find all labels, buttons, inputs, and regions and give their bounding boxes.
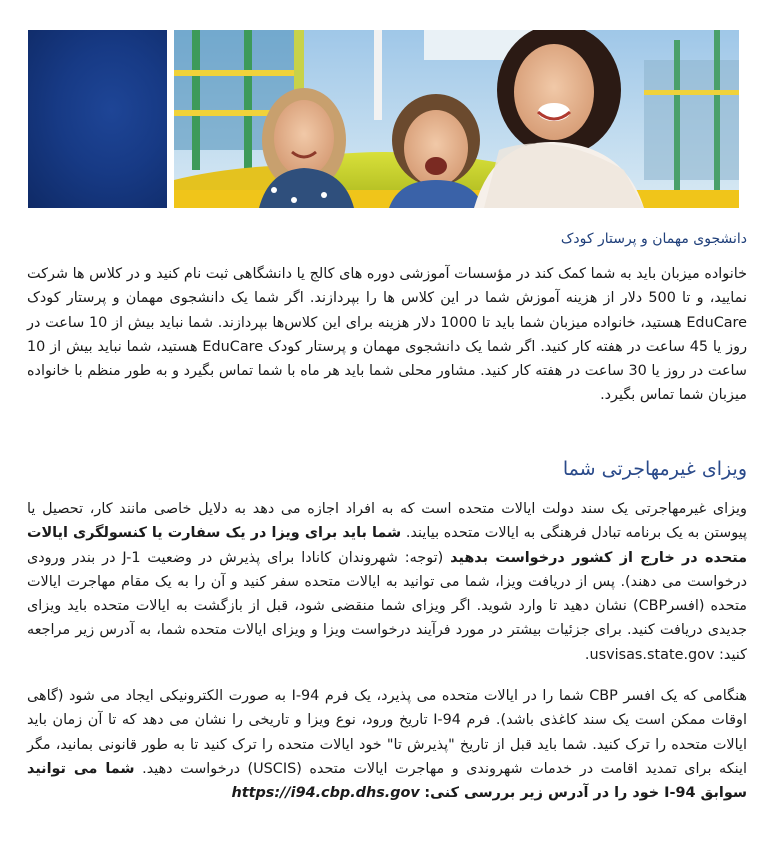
section-caption: دانشجوی مهمان و پرستار کودک <box>560 231 747 247</box>
i94-paragraph-bold: شما می توانید سوابق I-94 خود را در آدرس زیر بررسی کنی: <box>27 760 747 802</box>
visa-paragraph <box>27 497 747 667</box>
i94-paragraph <box>27 684 747 805</box>
intro-paragraph: خانواده میزبان باید به شما کمک کند در مؤسسات آموزشی دوره های کالج یا دانشگاهی ثبت نام کنید و در کلاس ها شرکت نمایید، و تا 500 دلار از هزینه آموزش شما در این کلاس ها را بپردازند. اگر شما یک دانشجوی مهمان و پرستار کودک EduCare هستید، خانواده میزبان شما باید تا 1000 دلار هزینه برای این کلاس‌ها بپردازند. شما نباید بیش از 10 ساعت در روز یا 45 ساعت در هفته کار کنید. اگر شما یک دانشجوی مهمان و پرستار کودک EduCare هستید، شما نباید بیش از 10 ساعت در روز یا 30 ساعت در هفته کار کنید. مشاور محلی شما باید هر ماه با شما تماس بگیرد و به طور منظم با خانواده میزبان شما تماس بگیرد. <box>27 266 748 404</box>
visa-paragraph-text-2: (توجه: شهروندان کانادا برای پذیرش در وضعیت J-1 در بندر ورودی درخواست می دهند). پس از دریافت ویزا، شما می توانید به ایالات متحده سفر کنید و آن را به یک مقام مهاجرت ایالات متحده (افسرCBP) نشان دهید تا وارد شوید. اگر ویزای شما منقضی شود، قبل از بازگشت به ایالات متحده باید ویزای جدیدی دریافت کنید. برای جزئیات بیشتر در مورد فرآیند درخواست ویزا و ویزای ایالات متحده شما، به آدرس زیر مراجعه کنید: usvisas.state.gov. <box>27 549 747 663</box>
section-heading: ویزای غیرمهاجرتی شما <box>562 458 747 480</box>
visa-paragraph-bold: شما باید برای ویزا در یک سفارت یا کنسولگری ایالات متحده در خارج از کشور درخواست بدهید <box>27 525 747 566</box>
hero-photo-illustration <box>174 30 739 208</box>
hero-photo <box>174 30 739 208</box>
visa-paragraph-text-1: ویزای غیرمهاجرتی یک سند دولت ایالات متحده است که به افراد اجازه می دهد به دلایل خاصی مانند کار، تحصیل یا پیوستن به یک برنامه تبادل فرهنگی به ایالات متحده بیایند. <box>27 501 747 542</box>
i94-link[interactable]: https://i94.cbp.dhs.gov <box>231 785 420 802</box>
i94-paragraph-text: هنگامی که یک افسر CBP شما را در ایالات متحده می پذیرد، یک فرم I-94 به صورت الکترونیکی ایجاد می شود (گاهی اوقات ممکن است یک سند کاغذی باشد). فرم I-94 تاریخ ورود، نوع ویزا و تاریخی را نشان می دهد که تا آن زمان باید ایالات متحده را ترک کنید. شما باید قبل از تاریخ "پذیرش تا" خود ایالات متحده را ترک کنید تا به طور قانونی بمانید، مگر اینکه برای تمدید اقامت در خدمات شهروندی و مهاجرت ایالات متحده (USCIS) درخواست دهید. <box>27 688 748 777</box>
hero-blue-panel <box>28 30 167 208</box>
